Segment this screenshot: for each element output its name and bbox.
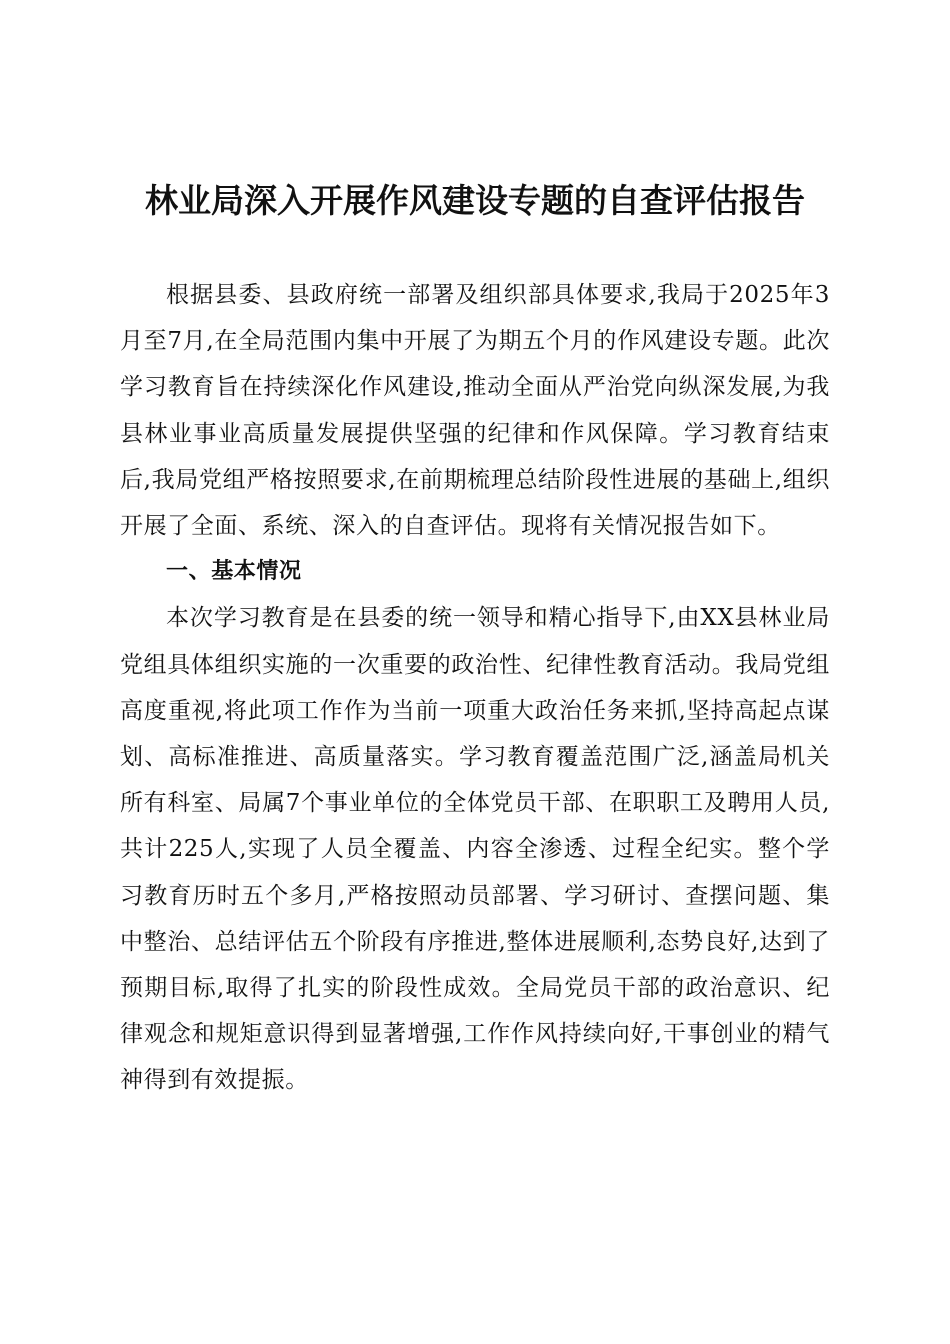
- document-body: [120, 272, 830, 1104]
- section-heading-basic-situation: 一、基本情况: [166, 559, 302, 585]
- intro-paragraph: 根据县委、县政府统一部署及组织部具体要求,我局于2025年3月至7月,在全局范围内集中开展了为期五个月的作风建设专题。此次学习教育旨在持续深化作风建设,推动全面从严治党向纵深发展,为我县林业事业高质量发展提供坚强的纪律和作风保障。学习教育结束后,我局党组严格按照要求,在前期梳理总结阶段性进展的基础上,组织开展了全面、系统、深入的自查评估。现将有关情况报告如下。: [120, 282, 830, 540]
- basic-situation-paragraph: 本次学习教育是在县委的统一领导和精心指导下,由XX县林业局党组具体组织实施的一次重要的政治性、纪律性教育活动。我局党组高度重视,将此项工作作为当前一项重大政治任务来抓,坚持高起点谋划、高标准推进、高质量落实。学习教育覆盖范围广泛,涵盖局机关所有科室、局属7个事业单位的全体党员干部、在职职工及聘用人员,共计225人,实现了人员全覆盖、内容全渗透、过程全纪实。整个学习教育历时五个多月,严格按照动员部署、学习研讨、查摆问题、集中整治、总结评估五个阶段有序推进,整体进展顺利,态势良好,达到了预期目标,取得了扎实的阶段性成效。全局党员干部的政治意识、纪律观念和规矩意识得到显著增强,工作作风持续向好,干事创业的精气神得到有效提振。: [120, 605, 830, 1094]
- document-title: 林业局深入开展作风建设专题的自查评估报告: [145, 181, 805, 220]
